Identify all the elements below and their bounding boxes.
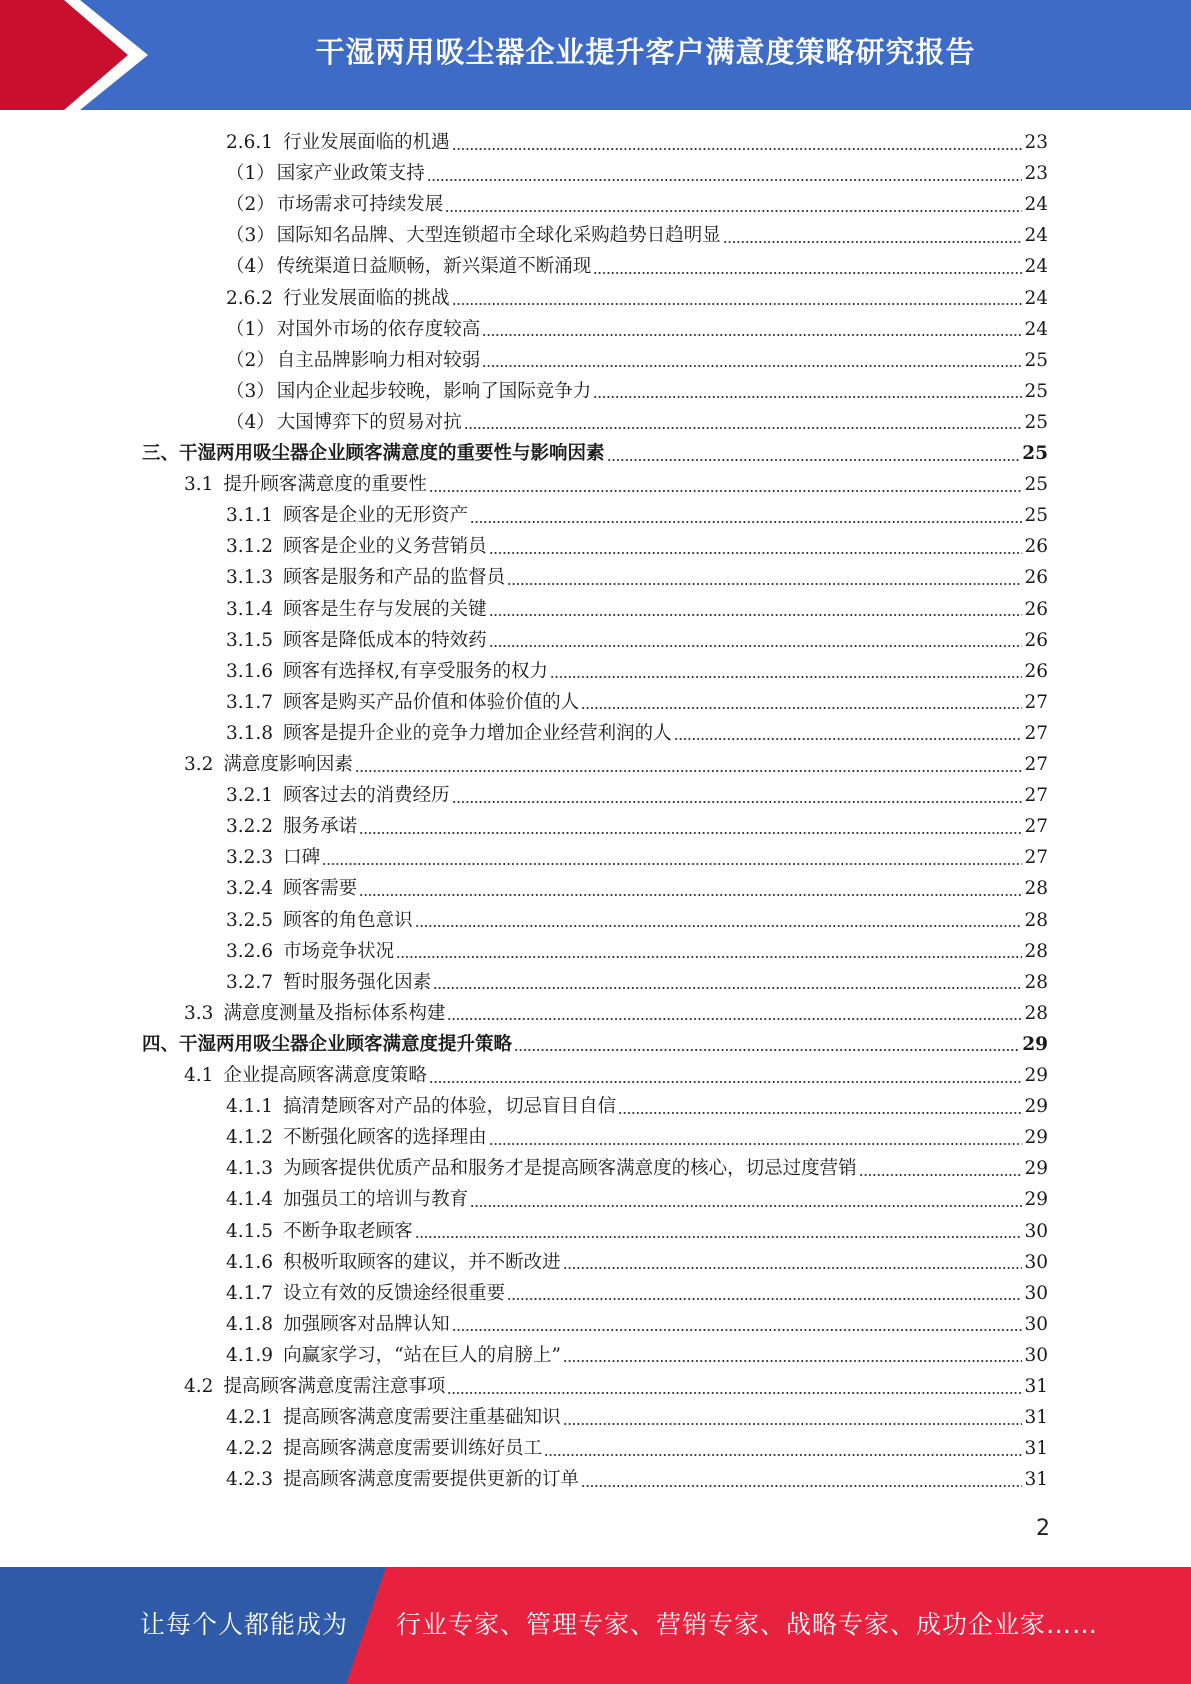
- toc-entry-number: （4）: [226, 411, 275, 433]
- toc-entry-title: 顾客有选择权,有享受服务的权力: [283, 660, 548, 682]
- toc-entry[interactable]: [184, 998, 1048, 1029]
- toc-entry-title: 传统渠道日益顺畅，新兴渠道不断涌现: [276, 256, 592, 278]
- toc-entry-title: 提高顾客满意度需要训练好员工: [283, 1438, 543, 1460]
- toc-entry[interactable]: [226, 283, 1048, 314]
- toc-entry-page: 29: [1022, 1033, 1048, 1055]
- toc-dot-leader: [464, 427, 1023, 429]
- toc-entry-title: 行业发展面临的机遇: [283, 132, 450, 153]
- toc-dot-leader: [452, 148, 1023, 150]
- toc-entry-title: 顾客的角色意识: [283, 909, 413, 931]
- toc-entry[interactable]: [226, 531, 1048, 562]
- toc-entry-title: 市场需求可持续发展: [276, 194, 444, 216]
- toc-entry-page: 28: [1024, 971, 1048, 993]
- toc-entry-title: 顾客是企业的无形资产: [283, 505, 469, 527]
- toc-entry-page: 30: [1024, 1282, 1048, 1304]
- toc-entry-title: 满意度影响因素: [223, 754, 353, 775]
- toc-entry-title: 搞清楚顾客对产品的体验，切忌盲目自信: [283, 1096, 617, 1118]
- toc-dot-leader: [489, 1143, 1023, 1145]
- toc-entry-page: 24: [1024, 194, 1048, 216]
- toc-entry[interactable]: [226, 1247, 1048, 1278]
- toc-entry-title: 顾客是提升企业的竞争力增加企业经营利润的人: [283, 722, 672, 744]
- toc-dot-leader: [593, 396, 1022, 398]
- toc-entry-title: 提高顾客满意度需注意事项: [223, 1376, 446, 1397]
- toc-dot-leader: [429, 1081, 1023, 1083]
- toc-entry-page: 27: [1024, 816, 1048, 838]
- toc-dot-leader: [563, 1267, 1023, 1269]
- toc-entry-title: 四、干湿两用吸尘器企业顾客满意度提升策略: [142, 1033, 513, 1055]
- toc-entry[interactable]: [226, 1122, 1048, 1153]
- toc-entry-number: 4.1.1: [226, 1096, 274, 1118]
- toc-entry-title: 国际知名品牌、大型连锁超市全球化采购趋势日趋明显: [276, 225, 721, 247]
- toc-entry-page: 25: [1024, 380, 1048, 402]
- toc-dot-leader: [618, 1112, 1022, 1114]
- toc-chapter-entry[interactable]: [142, 1029, 1048, 1060]
- toc-entry-page: 25: [1024, 505, 1048, 527]
- toc-dot-leader: [489, 645, 1023, 647]
- toc-entry[interactable]: [184, 469, 1048, 500]
- toc-entry-title: 满意度测量及指标体系构建: [223, 1002, 446, 1024]
- toc-entry[interactable]: [226, 905, 1048, 936]
- toc-entry[interactable]: [226, 1184, 1048, 1215]
- toc-entry-number: （2）: [226, 194, 275, 216]
- toc-entry-title: 为顾客提供优质产品和服务才是提高顾客满意度的核心，切忌过度营销: [283, 1158, 857, 1180]
- toc-entry[interactable]: [226, 1433, 1048, 1464]
- toc-entry-title: 顾客是服务和产品的监督员: [283, 567, 506, 589]
- toc-entry-number: （2）: [226, 349, 275, 371]
- toc-entry-page: 30: [1024, 1344, 1048, 1366]
- toc-entry-number: 3.1.8: [226, 722, 274, 744]
- toc-dot-leader: [514, 1049, 1020, 1051]
- toc-entry-page: 29: [1024, 1096, 1048, 1118]
- toc-dot-leader: [427, 179, 1023, 181]
- toc-entry[interactable]: [226, 562, 1048, 593]
- toc-entry-title: 提高顾客满意度需要注重基础知识: [283, 1407, 561, 1429]
- toc-dot-leader: [563, 1423, 1023, 1425]
- toc-entry[interactable]: [184, 1371, 1048, 1402]
- toc-entry-title: 企业提高顾客满意度策略: [223, 1065, 427, 1086]
- toc-dot-leader: [723, 241, 1023, 243]
- toc-dot-leader: [544, 1454, 1022, 1456]
- toc-dot-leader: [859, 1174, 1023, 1176]
- toc-entry-title: 提高顾客满意度需要提供更新的订单: [283, 1469, 580, 1491]
- toc-entry-page: 30: [1024, 1313, 1048, 1335]
- toc-dot-leader: [452, 303, 1023, 305]
- toc-entry-number: 4.1.4: [226, 1189, 274, 1211]
- toc-entry-page: 25: [1022, 443, 1048, 464]
- toc-entry-page: 24: [1024, 256, 1048, 278]
- toc-entry-number: 4.2: [184, 1376, 214, 1397]
- toc-entry-title: 提升顾客满意度的重要性: [223, 474, 427, 496]
- toc-entry-title: 自主品牌影响力相对较弱: [276, 349, 481, 371]
- toc-entry-page: 28: [1024, 940, 1048, 962]
- toc-entry-page: 27: [1024, 847, 1048, 869]
- toc-dot-leader: [359, 832, 1022, 834]
- toc-dot-leader: [507, 583, 1022, 585]
- toc-entry-page: 29: [1024, 1065, 1048, 1086]
- toc-entry[interactable]: [226, 1464, 1048, 1495]
- toc-entry-page: 29: [1024, 1127, 1048, 1149]
- toc-entry-title: 服务承诺: [283, 816, 358, 838]
- toc-dot-leader: [447, 1018, 1022, 1020]
- toc-entry-title: 积极听取顾客的建议，并不断改进: [283, 1251, 561, 1273]
- toc-entry[interactable]: [184, 1060, 1048, 1091]
- toc-entry-number: 2.6.1: [226, 132, 274, 153]
- toc-entry[interactable]: [226, 251, 1048, 282]
- toc-entry-title: 三、干湿两用吸尘器企业顾客满意度的重要性与影响因素: [142, 443, 605, 464]
- toc-dot-leader: [550, 676, 1022, 678]
- toc-dot-leader: [470, 521, 1022, 523]
- toc-entry[interactable]: [226, 811, 1048, 842]
- toc-entry[interactable]: [226, 625, 1048, 656]
- toc-entry-page: 26: [1024, 598, 1048, 620]
- toc-entry-number: 4.2.3: [226, 1469, 274, 1491]
- toc-entry-title: 设立有效的反馈途经很重要: [283, 1282, 506, 1304]
- toc-dot-leader: [433, 987, 1022, 989]
- toc-entry-number: 3.2.5: [226, 909, 274, 931]
- toc-entry[interactable]: [226, 158, 1048, 189]
- toc-dot-leader: [581, 1485, 1022, 1487]
- toc-dot-leader: [359, 894, 1022, 896]
- toc-entry-title: 顾客需要: [283, 878, 358, 900]
- toc-dot-leader: [482, 365, 1022, 367]
- toc-entry[interactable]: [226, 345, 1048, 376]
- toc-dot-leader: [470, 1205, 1022, 1207]
- toc-dot-leader: [674, 738, 1023, 740]
- footer-slogan-right: 行业专家、管理专家、营销专家、战略专家、成功企业家……: [396, 1610, 1099, 1639]
- toc-entry-page: 25: [1024, 349, 1048, 371]
- toc-entry-page: 26: [1024, 536, 1048, 558]
- toc-entry-number: （1）: [226, 318, 275, 340]
- toc-entry-number: 3.2.6: [226, 940, 274, 962]
- toc-entry-page: 24: [1024, 318, 1048, 340]
- toc-entry[interactable]: [226, 594, 1048, 625]
- toc-entry-title: 口碑: [283, 847, 321, 869]
- toc-entry-number: 4.1.9: [226, 1344, 274, 1366]
- toc-dot-leader: [482, 334, 1022, 336]
- toc-entry-title: 顾客是企业的义务营销员: [283, 536, 487, 558]
- toc-entry[interactable]: [226, 1153, 1048, 1184]
- toc-entry-page: 30: [1024, 1220, 1048, 1242]
- toc-entry-title: 国内企业起步较晚，影响了国际竞争力: [276, 380, 592, 402]
- toc-entry-title: 行业发展面临的挑战: [283, 287, 450, 309]
- toc-entry-page: 27: [1024, 722, 1048, 744]
- toc-entry-number: 3.2.7: [226, 971, 274, 993]
- toc-entry-title: 不断强化顾客的选择理由: [283, 1127, 487, 1149]
- toc-entry[interactable]: [226, 1309, 1048, 1340]
- toc-entry-number: 2.6.2: [226, 287, 274, 309]
- toc-entry-number: （3）: [226, 380, 275, 402]
- toc-entry[interactable]: [226, 314, 1048, 345]
- toc-entry-number: （4）: [226, 256, 275, 278]
- toc-entry-page: 26: [1024, 660, 1048, 682]
- toc-entry-number: 3.2.3: [226, 847, 274, 869]
- toc-entry[interactable]: [226, 1402, 1048, 1433]
- page-header: [0, 0, 1191, 110]
- toc-entry-title: 顾客是降低成本的特效药: [283, 629, 487, 651]
- toc-entry[interactable]: [226, 967, 1048, 998]
- toc-entry[interactable]: [226, 936, 1048, 967]
- toc-entry-number: 3.1.6: [226, 660, 274, 682]
- toc-entry[interactable]: [226, 718, 1048, 749]
- toc-dot-leader: [355, 770, 1023, 772]
- page-footer: [0, 1567, 1191, 1684]
- toc-entry-number: 4.2.2: [226, 1438, 274, 1460]
- toc-entry[interactable]: [226, 500, 1048, 531]
- toc-dot-leader: [593, 272, 1022, 274]
- toc-entry[interactable]: [226, 1278, 1048, 1309]
- toc-entry[interactable]: [226, 1216, 1048, 1247]
- toc-entry-page: 29: [1024, 1189, 1048, 1211]
- toc-entry[interactable]: [226, 1091, 1048, 1122]
- toc-chapter-entry[interactable]: [142, 438, 1048, 469]
- toc-dot-leader: [447, 1392, 1022, 1394]
- toc-entry-number: 3.2.4: [226, 878, 274, 900]
- toc-entry-page: 28: [1024, 878, 1048, 900]
- toc-entry-page: 24: [1024, 225, 1048, 247]
- toc-entry-title: 顾客是生存与发展的关键: [283, 598, 487, 620]
- toc-entry-page: 27: [1024, 691, 1048, 713]
- toc-entry[interactable]: [226, 656, 1048, 687]
- toc-entry-number: 4.1: [184, 1065, 214, 1086]
- toc-entry-number: 3.1.4: [226, 598, 274, 620]
- toc-entry-number: 4.1.8: [226, 1313, 274, 1335]
- toc-entry-number: 3.1.7: [226, 691, 274, 713]
- toc-entry-title: 向赢家学习，“站在巨人的肩膀上”: [283, 1344, 561, 1366]
- toc-entry-title: 大国博弈下的贸易对抗: [276, 411, 462, 433]
- toc-entry-page: 25: [1024, 474, 1048, 496]
- toc-entry-number: 3.3: [184, 1002, 214, 1024]
- toc-entry-title: 不断争取老顾客: [283, 1220, 413, 1242]
- toc-dot-leader: [452, 1329, 1023, 1331]
- toc-entry-title: 对国外市场的依存度较高: [276, 318, 481, 340]
- toc-dot-leader: [445, 210, 1022, 212]
- toc-dot-leader: [607, 459, 1021, 461]
- toc-entry-page: 27: [1024, 754, 1048, 775]
- toc-entry-number: 3.1.5: [226, 629, 274, 651]
- toc-entry-title: 顾客是购买产品价值和体验价值的人: [283, 691, 580, 713]
- toc-dot-leader: [563, 1360, 1022, 1362]
- toc-entry[interactable]: [226, 376, 1048, 407]
- toc-entry-number: 4.2.1: [226, 1407, 274, 1429]
- toc-dot-leader: [489, 552, 1023, 554]
- toc-entry-number: （1）: [226, 163, 275, 185]
- toc-dot-leader: [452, 801, 1023, 803]
- toc-entry[interactable]: [226, 189, 1048, 220]
- toc-entry-page: 25: [1024, 411, 1048, 433]
- toc-entry-number: 3.1.2: [226, 536, 274, 558]
- toc-entry-number: 4.1.7: [226, 1282, 274, 1304]
- toc-entry-page: 28: [1024, 909, 1048, 931]
- toc-entry-title: 暂时服务强化因素: [283, 971, 432, 993]
- toc-entry-number: （3）: [226, 225, 275, 247]
- toc-entry-page: 31: [1024, 1438, 1048, 1460]
- toc-entry-number: 4.1.6: [226, 1251, 274, 1273]
- toc-entry-number: 3.2: [184, 754, 214, 775]
- toc-dot-leader: [489, 614, 1023, 616]
- toc-entry-page: 23: [1024, 132, 1048, 153]
- toc-entry-number: 3.2.2: [226, 816, 274, 838]
- toc-dot-leader: [507, 1298, 1022, 1300]
- toc-entry-page: 27: [1024, 785, 1048, 807]
- page-number: 2: [1036, 1516, 1050, 1541]
- toc-entry-title: 加强顾客对品牌认知: [283, 1313, 450, 1335]
- toc-entry-number: 4.1.3: [226, 1158, 274, 1180]
- toc-dot-leader: [581, 707, 1022, 709]
- toc-dot-leader: [322, 863, 1022, 865]
- toc-entry[interactable]: [226, 220, 1048, 251]
- toc-entry-title: 国家产业政策支持: [276, 163, 425, 185]
- toc-entry-page: 29: [1024, 1158, 1048, 1180]
- toc-entry-page: 26: [1024, 629, 1048, 651]
- toc-dot-leader: [415, 925, 1023, 927]
- toc-entry-page: 30: [1024, 1251, 1048, 1273]
- toc-entry[interactable]: [226, 127, 1048, 158]
- toc-dot-leader: [429, 490, 1023, 492]
- toc-entry-page: 28: [1024, 1002, 1048, 1024]
- toc-entry-title: 加强员工的培训与教育: [283, 1189, 469, 1211]
- report-title: 干湿两用吸尘器企业提升客户满意度策略研究报告: [315, 35, 976, 69]
- toc-entry-title: 市场竞争状况: [283, 940, 395, 962]
- toc-entry-number: 4.1.5: [226, 1220, 274, 1242]
- toc-dot-leader: [396, 956, 1022, 958]
- toc-entry-page: 31: [1024, 1376, 1048, 1397]
- toc-entry-number: 3.2.1: [226, 785, 274, 807]
- toc-entry-number: 3.1: [184, 474, 214, 496]
- toc-entry[interactable]: [226, 1340, 1048, 1371]
- toc-entry[interactable]: [226, 687, 1048, 718]
- footer-slogan-left: 让每个人都能成为: [140, 1610, 349, 1639]
- toc-entry-page: 24: [1024, 287, 1048, 309]
- toc-entry[interactable]: [226, 873, 1048, 904]
- toc-entry-page: 23: [1024, 163, 1048, 185]
- toc-dot-leader: [415, 1236, 1023, 1238]
- toc-entry[interactable]: [226, 780, 1048, 811]
- toc-entry[interactable]: [226, 407, 1048, 438]
- toc-entry-number: 3.1.1: [226, 505, 274, 527]
- toc-entry-number: 4.1.2: [226, 1127, 274, 1149]
- toc-entry-number: 3.1.3: [226, 567, 274, 589]
- toc-entry-page: 31: [1024, 1407, 1048, 1429]
- toc-entry-page: 31: [1024, 1469, 1048, 1491]
- toc-entry-title: 顾客过去的消费经历: [283, 785, 450, 807]
- toc-entry[interactable]: [184, 749, 1048, 780]
- toc-entry[interactable]: [226, 842, 1048, 873]
- toc-entry-page: 26: [1024, 567, 1048, 589]
